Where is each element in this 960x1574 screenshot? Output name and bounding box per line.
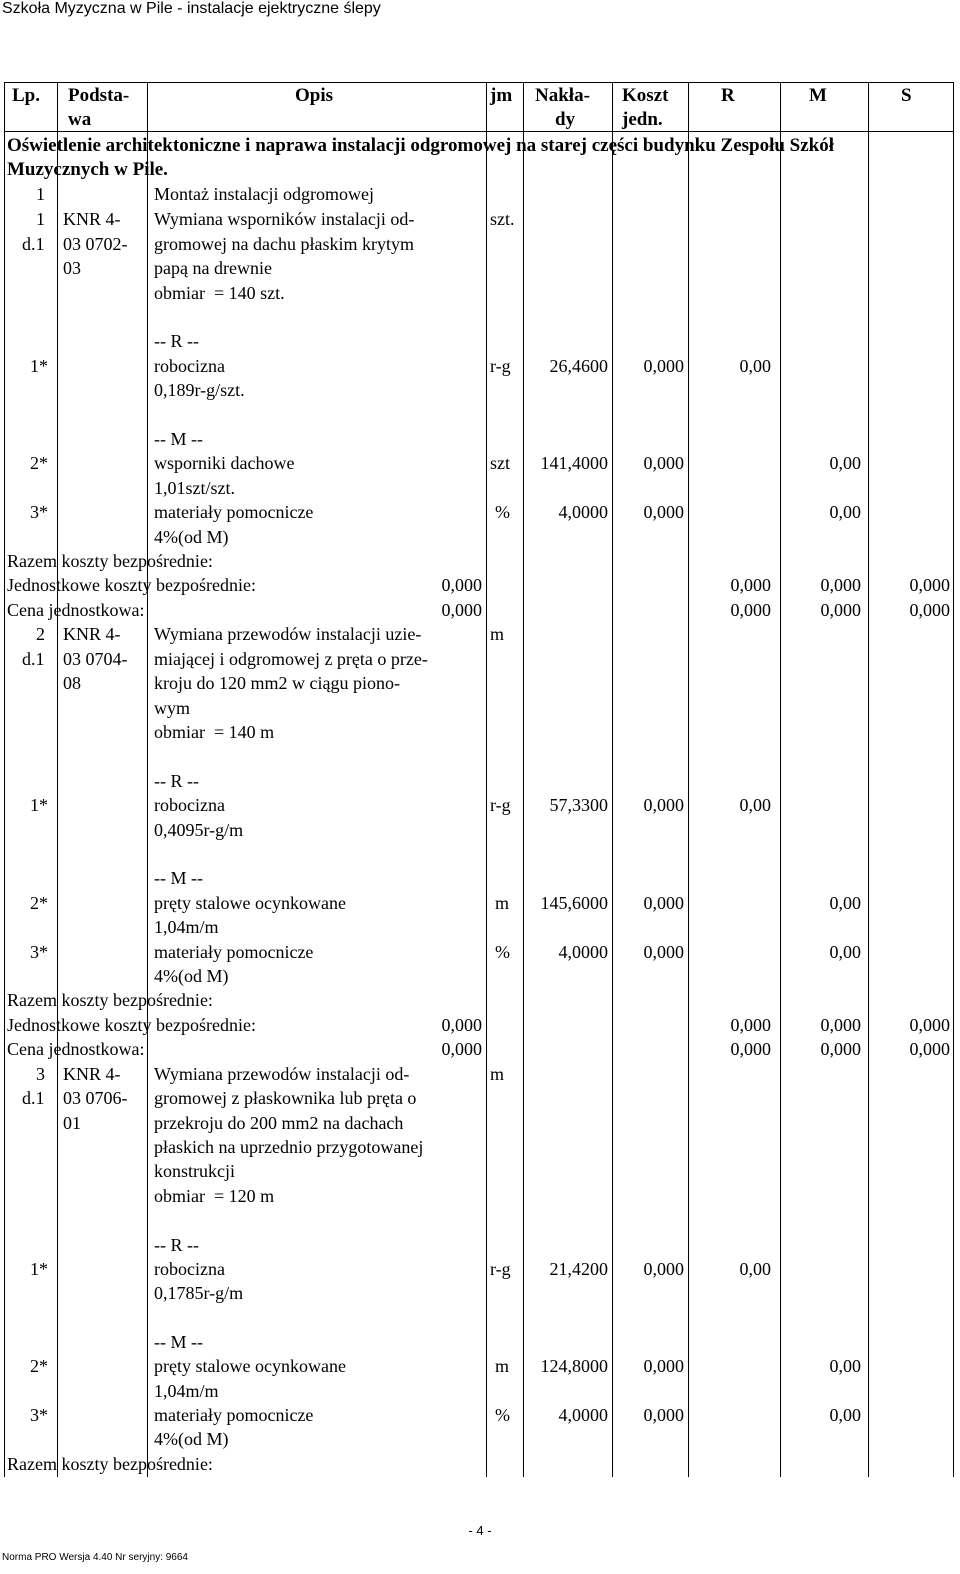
item-lp: 3 [36,1064,45,1084]
unit-direct-cost-label: Jednostkowe koszty bezpośrednie: [7,1015,256,1035]
item-desc-line: Wymiana wsporników instalacji od- [154,209,415,229]
labor-unit: r-g [490,356,511,376]
col-rule-8 [868,82,869,1477]
item-lp-sub: d.1 [22,234,45,254]
material-value: 0,00 [829,893,861,913]
unit-direct-cost-r: 0,000 [730,1015,771,1035]
unit-price-m: 0,000 [820,1039,861,1059]
labor-norm: 0,1785r-g/m [154,1283,244,1303]
aux-material-price: 0,000 [643,1405,684,1425]
direct-cost-total-label: Razem koszty bezpośrednie: [7,551,213,571]
aux-material-unit: % [495,1405,510,1425]
item-base-2: 03 0702- [63,234,128,254]
item-desc-line: obmiar = 140 szt. [154,283,285,303]
material-head: -- M -- [154,868,203,888]
item-lp: 1 [36,209,45,229]
col-rule-3 [486,82,487,1477]
subsection-title: Montaż instalacji odgromowej [154,184,374,204]
item-desc-line: miającej i odgromowej z pręta o prze- [154,649,428,669]
aux-material-price: 0,000 [643,502,684,522]
table-border-right [953,82,954,1477]
item-base: KNR 4- [63,1064,121,1084]
labor-unit: r-g [490,795,511,815]
unit-price-s: 0,000 [909,600,950,620]
labor-value: 0,00 [739,795,771,815]
unit-direct-cost-s: 0,000 [909,575,950,595]
item-base-3: 01 [63,1113,81,1133]
unit-direct-cost-value: 0,000 [441,575,482,595]
aux-material-no: 3* [30,502,48,522]
item-desc-line: papą na drewnie [154,258,272,278]
material-no: 2* [30,1356,48,1376]
unit-direct-cost-value: 0,000 [441,1015,482,1035]
labor-name: robocizna [154,1259,225,1279]
aux-material-unit: % [495,942,510,962]
table-border-left [4,82,5,1477]
material-unit: szt [490,453,510,473]
item-desc-line: wym [154,698,190,718]
unit-direct-cost-label: Jednostkowe koszty bezpośrednie: [7,575,256,595]
col-header-jm: jm [490,85,513,106]
labor-norm: 0,4095r-g/m [154,820,244,840]
item-base: KNR 4- [63,624,121,644]
aux-material-no: 3* [30,942,48,962]
labor-name: robocizna [154,795,225,815]
col-header-m: M [809,85,827,106]
unit-direct-cost-m: 0,000 [820,575,861,595]
col-header-koszt: Koszt [622,85,669,106]
subsection-number: 1 [36,184,45,204]
unit-direct-cost-s: 0,000 [909,1015,950,1035]
material-qty: 141,4000 [540,453,608,473]
aux-material-qty: 4,0000 [558,942,608,962]
item-desc-line: obmiar = 140 m [154,722,275,742]
unit-price-value: 0,000 [441,1039,482,1059]
aux-material-value: 0,00 [829,502,861,522]
labor-qty: 21,4200 [549,1259,608,1279]
unit-price-label: Cena jednostkowa: [7,600,145,620]
direct-cost-total-label: Razem koszty bezpośrednie: [7,990,213,1010]
labor-price: 0,000 [643,1259,684,1279]
material-unit: m [495,1356,510,1376]
unit-price-r: 0,000 [730,600,771,620]
window-title: Szkoła Myzyczna w Pile - instalacje ejektryczne ślepy [2,0,381,17]
material-price: 0,000 [643,893,684,913]
labor-value: 0,00 [739,356,771,376]
item-unit: m [490,624,505,644]
item-desc-line: konstrukcji [154,1161,235,1181]
item-base: KNR 4- [63,209,121,229]
aux-material-price: 0,000 [643,942,684,962]
item-desc-line: gromowej na dachu płaskim krytym [154,234,414,254]
material-name: pręty stalowe ocynkowane [154,1356,346,1376]
col-header-naklady-2: dy [555,109,576,130]
labor-unit: r-g [490,1259,511,1279]
aux-material-value: 0,00 [829,1405,861,1425]
unit-price-value: 0,000 [441,600,482,620]
material-value: 0,00 [829,453,861,473]
material-no: 2* [30,453,48,473]
col-header-podstawa-2: wa [68,109,92,130]
aux-material-value: 0,00 [829,942,861,962]
material-price: 0,000 [643,1356,684,1376]
material-name: pręty stalowe ocynkowane [154,893,346,913]
material-name: wsporniki dachowe [154,453,295,473]
material-norm: 1,01szt/szt. [154,478,235,498]
unit-direct-cost-m: 0,000 [820,1015,861,1035]
unit-price-m: 0,000 [820,600,861,620]
material-unit: m [495,893,510,913]
labor-head: -- R -- [154,771,199,791]
aux-material-name: materiały pomocnicze [154,942,314,962]
material-norm: 1,04m/m [154,1381,219,1401]
unit-direct-cost-r: 0,000 [730,575,771,595]
item-desc-line: kroju do 120 mm2 w ciągu piono- [154,673,400,693]
labor-price: 0,000 [643,795,684,815]
item-desc-line: Wymiana przewodów instalacji uzie- [154,624,422,644]
labor-no: 1* [30,356,48,376]
item-lp-sub: d.1 [22,649,45,669]
item-base-3: 08 [63,673,81,693]
section-title: Oświetlenie architektoniczne i naprawa instalacji odgromowej na starej części budynku Zespołu Szkół [7,135,835,156]
aux-material-qty: 4,0000 [558,1405,608,1425]
col-header-r: R [721,85,735,106]
labor-qty: 26,4600 [549,356,608,376]
aux-material-no: 3* [30,1405,48,1425]
labor-price: 0,000 [643,356,684,376]
col-rule-1 [57,82,58,1477]
labor-head: -- R -- [154,331,199,351]
item-desc-line: Wymiana przewodów instalacji od- [154,1064,410,1084]
col-header-podstawa: Podsta- [68,85,130,106]
aux-material-norm: 4%(od M) [154,527,229,547]
aux-material-name: materiały pomocnicze [154,502,314,522]
page-number: - 4 - [468,1523,492,1538]
col-header-opis: Opis [295,85,334,106]
col-header-s: S [901,85,912,106]
item-desc-line: płaskich na uprzednio przygotowanej [154,1137,424,1157]
direct-cost-total-label: Razem koszty bezpośrednie: [7,1454,213,1474]
material-head: -- M -- [154,1332,203,1352]
aux-material-norm: 4%(od M) [154,1429,229,1449]
col-header-koszt-2: jedn. [622,109,663,130]
item-base-3: 03 [63,258,81,278]
material-qty: 145,6000 [540,893,608,913]
footer-software-info: Norma PRO Wersja 4.40 Nr seryjny: 9664 [2,1552,188,1563]
item-base-2: 03 0706- [63,1088,128,1108]
material-norm: 1,04m/m [154,917,219,937]
labor-value: 0,00 [739,1259,771,1279]
section-title-cont: Muzycznych w Pile. [7,159,168,180]
aux-material-qty: 4,0000 [558,502,608,522]
item-base-2: 03 0704- [63,649,128,669]
item-desc-line: gromowej z płaskownika lub pręta o [154,1088,417,1108]
material-no: 2* [30,893,48,913]
aux-material-unit: % [495,502,510,522]
col-header-naklady: Nakła- [535,85,590,106]
material-price: 0,000 [643,453,684,473]
material-value: 0,00 [829,1356,861,1376]
labor-name: robocizna [154,356,225,376]
item-unit: szt. [490,209,515,229]
labor-no: 1* [30,795,48,815]
material-qty: 124,8000 [540,1356,608,1376]
aux-material-name: materiały pomocnicze [154,1405,314,1425]
col-header-lp: Lp. [12,85,40,106]
labor-qty: 57,3300 [549,795,608,815]
col-rule-7 [780,82,781,1477]
labor-no: 1* [30,1259,48,1279]
unit-price-label: Cena jednostkowa: [7,1039,145,1059]
unit-price-s: 0,000 [909,1039,950,1059]
item-lp: 2 [36,624,45,644]
unit-price-r: 0,000 [730,1039,771,1059]
item-desc-line: przekroju do 200 mm2 na dachach [154,1113,404,1133]
material-head: -- M -- [154,429,203,449]
item-unit: m [490,1064,505,1084]
item-desc-line: obmiar = 120 m [154,1186,275,1206]
aux-material-norm: 4%(od M) [154,966,229,986]
labor-head: -- R -- [154,1235,199,1255]
labor-norm: 0,189r-g/szt. [154,380,245,400]
col-rule-2 [147,82,148,1477]
item-lp-sub: d.1 [22,1088,45,1108]
